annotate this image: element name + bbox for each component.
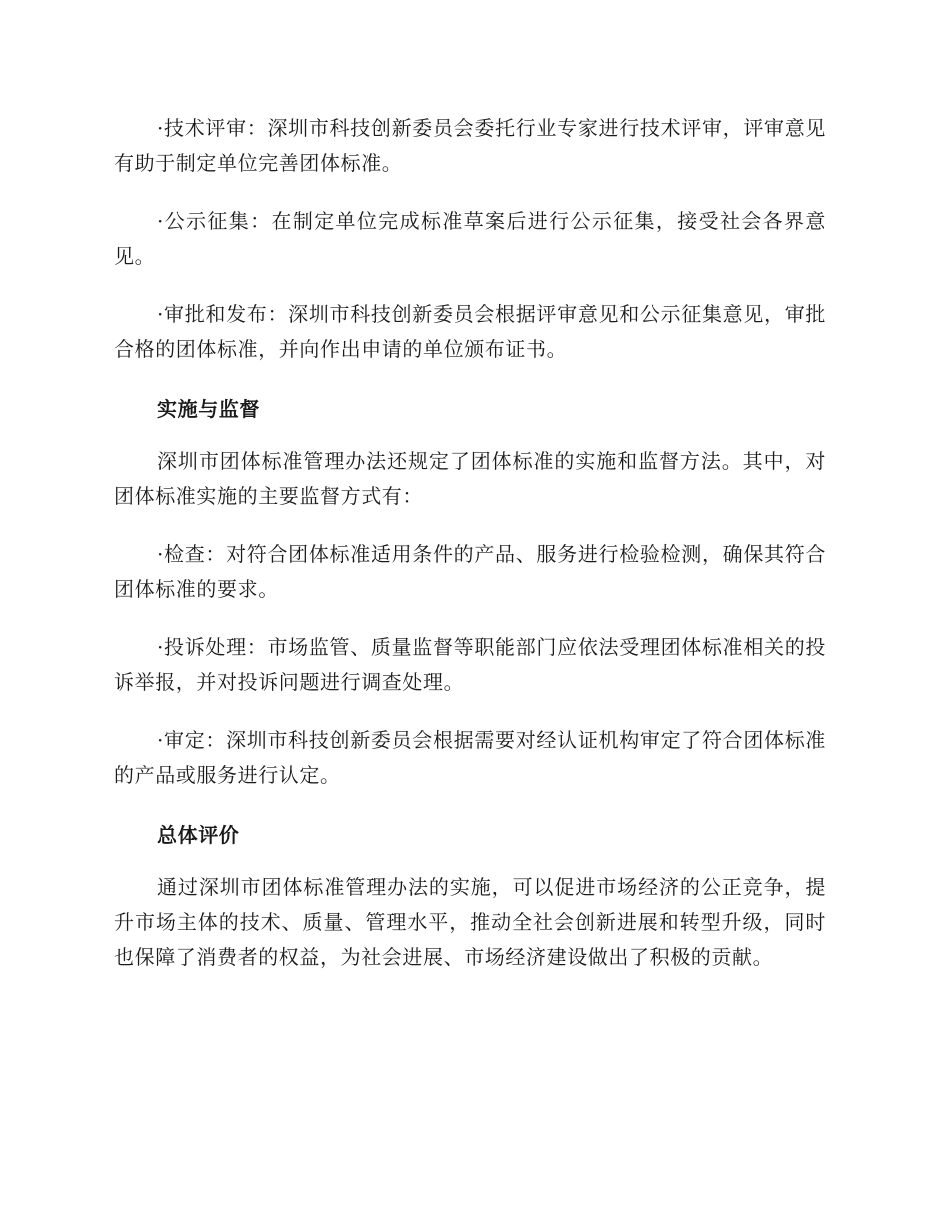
paragraph-inspection: ·检查：对符合团体标准适用条件的产品、服务进行检验检测，确保其符合团体标准的要求。 xyxy=(114,542,826,601)
paragraph-approval-release: ·审批和发布：深圳市科技创新委员会根据评审意见和公示征集意见，审批合格的团体标准，并向作出申请的单位颁布证书。 xyxy=(114,302,826,361)
paragraph-public-solicitation: ·公示征集：在制定单位完成标准草案后进行公示征集，接受社会各界意见。 xyxy=(114,209,826,268)
paragraph-technical-review: ·技术评审：深圳市科技创新委员会委托行业专家进行技术评审，评审意见有助于制定单位完善团体标准。 xyxy=(114,116,826,175)
paragraph-complaint-handling: ·投诉处理：市场监管、质量监督等职能部门应依法受理团体标准相关的投诉举报，并对投诉问题进行调查处理。 xyxy=(114,635,826,694)
document-page xyxy=(114,0,826,1230)
paragraph-overall-evaluation: 通过深圳市团体标准管理办法的实施，可以促进市场经济的公正竞争，提升市场主体的技术、质量、管理水平，推动全社会创新进展和转型升级，同时也保障了消费者的权益，为社会进展、市场经济建设做出了积极的贡献。 xyxy=(114,875,826,969)
paragraph-supervision-intro: 深圳市团体标准管理办法还规定了团体标准的实施和监督方法。其中，对团体标准实施的主要监督方式有： xyxy=(114,449,826,508)
heading-implementation-supervision: 实施与监督 xyxy=(157,397,260,421)
heading-overall-evaluation: 总体评价 xyxy=(157,823,240,847)
paragraph-certification: ·审定：深圳市科技创新委员会根据需要对经认证机构审定了符合团体标准的产品或服务进行认定。 xyxy=(114,728,826,787)
